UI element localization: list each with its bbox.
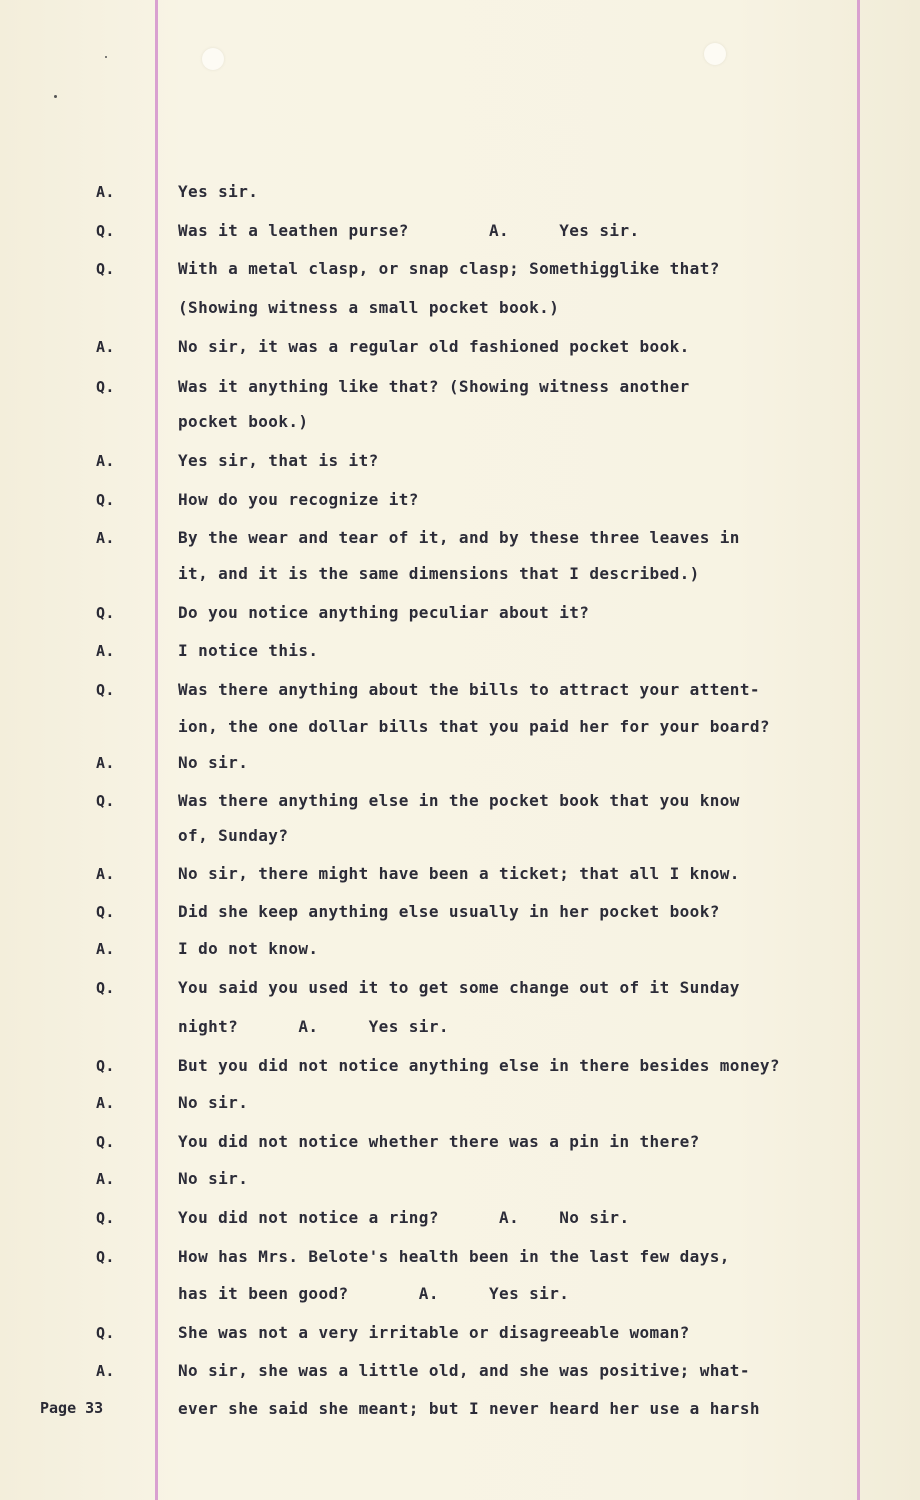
testimony-text: Do you notice anything peculiar about it? (178, 603, 590, 622)
testimony-text: I do not know. (178, 939, 319, 958)
speaker-label: A. (96, 1362, 115, 1380)
punch-hole (704, 43, 726, 65)
testimony-text: I notice this. (178, 641, 319, 660)
testimony-text: of, Sunday? (178, 826, 289, 845)
testimony-text: (Showing witness a small pocket book.) (178, 298, 560, 317)
testimony-text: Was it a leathen purse? A. Yes sir. (178, 221, 640, 240)
testimony-text: How has Mrs. Belote's health been in the last few days, (178, 1247, 730, 1266)
testimony-text: No sir. (178, 753, 249, 772)
testimony-text: No sir, it was a regular old fashioned pocket book. (178, 337, 690, 356)
speaker-label: Q. (96, 792, 115, 810)
testimony-text: ion, the one dollar bills that you paid her for your board? (178, 717, 770, 736)
speaker-label: Q. (96, 979, 115, 997)
speaker-label: A. (96, 338, 115, 356)
testimony-text: But you did not notice anything else in there besides money? (178, 1056, 780, 1075)
speaker-label: A. (96, 940, 115, 958)
speaker-label: Q. (96, 604, 115, 622)
speaker-label: Q. (96, 222, 115, 240)
speaker-label: Q. (96, 378, 115, 396)
speaker-label: A. (96, 865, 115, 883)
speaker-label: A. (96, 754, 115, 772)
speaker-label: Q. (96, 1057, 115, 1075)
testimony-text: No sir. (178, 1169, 249, 1188)
testimony-text: No sir, there might have been a ticket; that all I know. (178, 864, 740, 883)
left-margin-rule (155, 0, 158, 1500)
speaker-label: A. (96, 529, 115, 547)
testimony-text: pocket book.) (178, 412, 309, 431)
testimony-text: it, and it is the same dimensions that I described.) (178, 564, 700, 583)
punch-hole (202, 48, 224, 70)
page-number: Page 33 (40, 1399, 104, 1417)
testimony-text: No sir. (178, 1093, 249, 1112)
ink-speck (105, 56, 107, 58)
testimony-text: No sir, she was a little old, and she was positive; what- (178, 1361, 750, 1380)
testimony-text: Yes sir, that is it? (178, 451, 379, 470)
right-margin-rule (857, 0, 860, 1500)
testimony-text: You did not notice whether there was a pin in there? (178, 1132, 700, 1151)
speaker-label: Q. (96, 681, 115, 699)
testimony-text: How do you recognize it? (178, 490, 419, 509)
ink-speck (54, 95, 57, 98)
testimony-text: Yes sir. (178, 182, 259, 201)
speaker-label: A. (96, 642, 115, 660)
testimony-text: has it been good? A. Yes sir. (178, 1284, 570, 1303)
testimony-text: She was not a very irritable or disagreeable woman? (178, 1323, 690, 1342)
testimony-text: With a metal clasp, or snap clasp; Somethigglike that? (178, 259, 720, 278)
speaker-label: Q. (96, 1133, 115, 1151)
speaker-label: Q. (96, 903, 115, 921)
testimony-text: You said you used it to get some change out of it Sunday (178, 978, 740, 997)
speaker-label: A. (96, 452, 115, 470)
testimony-text: ever she said she meant; but I never heard her use a harsh (178, 1399, 760, 1418)
testimony-text: night? A. Yes sir. (178, 1017, 449, 1036)
speaker-label: A. (96, 1094, 115, 1112)
speaker-label: A. (96, 1170, 115, 1188)
testimony-text: Was there anything else in the pocket book that you know (178, 791, 740, 810)
speaker-label: Q. (96, 1324, 115, 1342)
speaker-label: Q. (96, 1209, 115, 1227)
speaker-label: Q. (96, 260, 115, 278)
testimony-text: By the wear and tear of it, and by these three leaves in (178, 528, 740, 547)
speaker-label: Q. (96, 1248, 115, 1266)
testimony-text: You did not notice a ring? A. No sir. (178, 1208, 630, 1227)
testimony-text: Did she keep anything else usually in her pocket book? (178, 902, 720, 921)
speaker-label: A. (96, 183, 115, 201)
testimony-text: Was it anything like that? (Showing witness another (178, 377, 690, 396)
speaker-label: Q. (96, 491, 115, 509)
testimony-text: Was there anything about the bills to attract your attent- (178, 680, 760, 699)
